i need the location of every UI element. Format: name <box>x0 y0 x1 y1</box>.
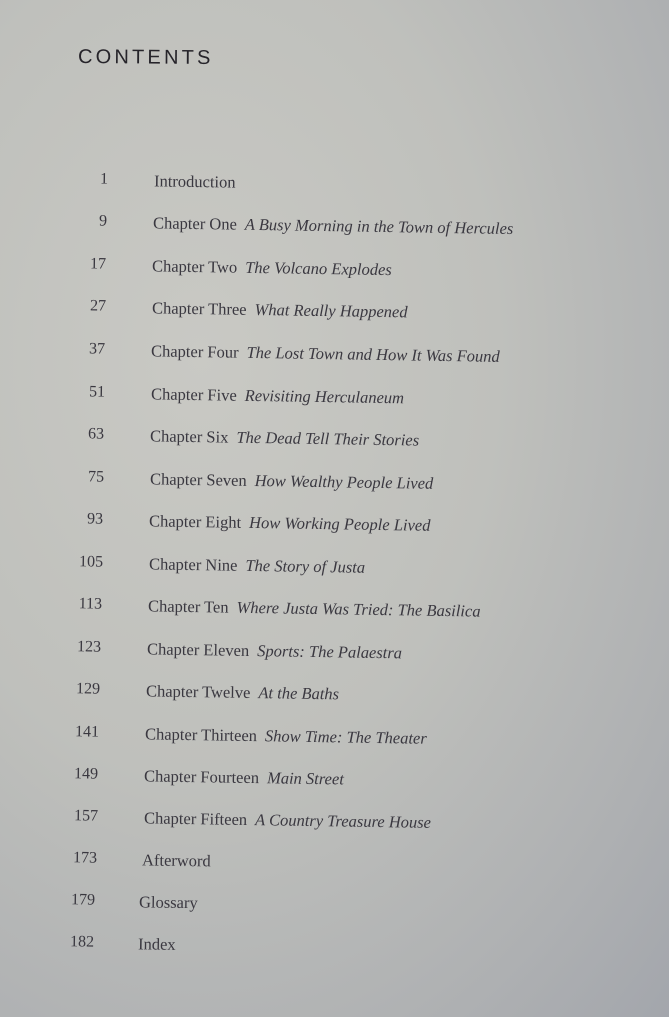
entry-text <box>144 808 431 833</box>
page-number: 129 <box>75 680 101 698</box>
page-title: CONTENTS <box>77 46 214 69</box>
entry-label: Chapter Seven <box>149 469 247 490</box>
entry-text <box>146 681 339 704</box>
page-number: 17 <box>89 255 107 273</box>
entry-subtitle: The Lost Town and How It Was Found <box>246 342 500 366</box>
entry-text <box>149 511 431 535</box>
entry-label: Chapter Eleven <box>146 639 250 660</box>
entry-subtitle: The Dead Tell Their Stories <box>236 427 420 450</box>
page-number: 1 <box>99 170 109 188</box>
entry-label: Chapter Five <box>150 384 237 405</box>
entry-subtitle: Revisiting Herculaneum <box>244 385 405 408</box>
entry-text <box>152 256 392 280</box>
entry-subtitle: The Story of Justa <box>245 555 366 577</box>
entry-label: Chapter Fifteen <box>143 808 248 829</box>
entry-subtitle: How Wealthy People Lived <box>254 470 434 493</box>
page-number: 63 <box>87 425 105 443</box>
entry-label: Chapter Thirteen <box>144 724 258 746</box>
entry-subtitle: What Really Happened <box>254 299 408 322</box>
page-number: 105 <box>78 553 104 571</box>
entry-label: Chapter Two <box>151 256 238 277</box>
entry-text <box>151 341 500 366</box>
entry-subtitle: Main Street <box>266 768 345 789</box>
entry-label: Chapter Twelve <box>145 681 251 702</box>
page-number: 123 <box>76 638 102 656</box>
entry-label: Chapter Eight <box>148 511 242 532</box>
entry-text <box>142 850 211 871</box>
entry-subtitle: A Busy Morning in the Town of Hercules <box>244 214 514 239</box>
entry-text <box>151 384 404 408</box>
page-number: 93 <box>86 510 104 528</box>
page-number: 51 <box>88 383 106 401</box>
entry-label: Chapter Three <box>151 298 247 319</box>
entry-label: Index <box>137 934 176 954</box>
entry-text <box>149 554 365 577</box>
page-number: 9 <box>98 212 108 230</box>
entry-label: Chapter Ten <box>147 596 229 617</box>
entry-subtitle: How Working People Lived <box>248 512 431 535</box>
entry-subtitle: Sports: The Palaestra <box>257 641 403 663</box>
entry-text <box>144 766 344 789</box>
page-number: 179 <box>70 891 96 909</box>
page-number: 27 <box>89 297 107 315</box>
page-number: 75 <box>87 468 105 486</box>
entry-text <box>145 724 427 748</box>
entry-text <box>147 639 402 663</box>
entry-text <box>153 213 514 239</box>
entry-label: Chapter One <box>152 213 238 234</box>
entry-label: Chapter Four <box>150 341 239 362</box>
entry-text <box>148 596 481 621</box>
page-number: 157 <box>73 807 99 825</box>
entry-label: Afterword <box>141 850 211 871</box>
page-number: 182 <box>69 933 95 951</box>
entry-subtitle: Show Time: The Theater <box>264 726 427 748</box>
entry-label: Glossary <box>138 892 198 913</box>
page-number: 149 <box>73 765 99 783</box>
entry-label: Introduction <box>153 171 236 192</box>
page-number: 173 <box>72 849 98 867</box>
entry-text <box>150 426 419 450</box>
entry-subtitle: A Country Treasure House <box>254 810 432 832</box>
page-number: 37 <box>88 340 106 358</box>
entry-label: Chapter Six <box>149 426 229 447</box>
entry-text <box>150 469 434 493</box>
entry-subtitle: At the Baths <box>258 683 340 704</box>
entry-subtitle: Where Justa Was Tried: The Basilica <box>236 597 481 621</box>
entry-text <box>152 298 408 322</box>
entry-text <box>154 171 236 192</box>
page-number: 141 <box>74 723 100 741</box>
entry-subtitle: The Volcano Explodes <box>245 257 392 280</box>
entry-text <box>138 934 176 955</box>
entry-text <box>139 892 198 913</box>
entry-label: Chapter Nine <box>148 554 238 575</box>
entry-label: Chapter Fourteen <box>143 766 260 788</box>
page-number: 113 <box>78 595 103 613</box>
